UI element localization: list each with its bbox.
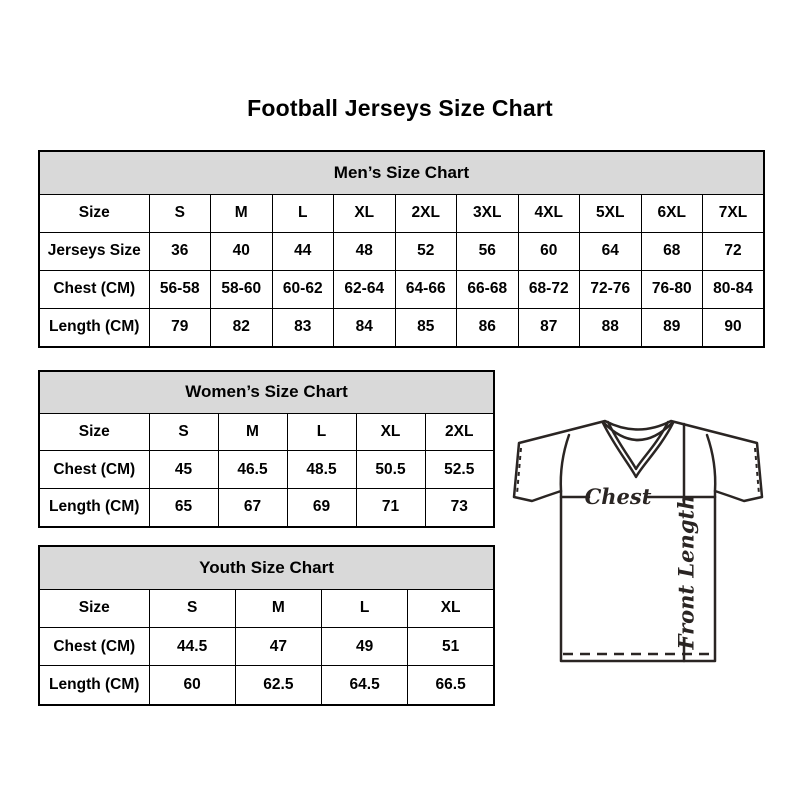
value-cell: 66.5 [408, 666, 494, 705]
value-cell: 36 [149, 232, 211, 270]
value-cell: 51 [408, 628, 494, 666]
size-header-cell: S [149, 413, 218, 451]
size-header-cell: 4XL [518, 194, 580, 232]
size-header-cell: 6XL [641, 194, 703, 232]
value-cell: 64 [580, 232, 642, 270]
size-header-cell: M [218, 413, 287, 451]
mens-size-table [38, 150, 765, 348]
table-row [39, 488, 494, 527]
value-cell: 89 [641, 308, 703, 347]
size-header-cell: L [322, 589, 408, 627]
table-row [39, 308, 764, 347]
youth-size-table-header: Youth Size Chart [39, 546, 494, 589]
value-cell: 72-76 [580, 270, 642, 308]
value-cell: 46.5 [218, 451, 287, 489]
table-row [39, 666, 494, 705]
value-cell: 84 [334, 308, 396, 347]
row-label-cell: Length (CM) [39, 308, 149, 347]
value-cell: 60 [149, 666, 235, 705]
row-label-cell: Size [39, 589, 149, 627]
table-row [39, 628, 494, 666]
right-armhole-seam [707, 435, 715, 491]
size-header-cell: L [287, 413, 356, 451]
value-cell: 85 [395, 308, 457, 347]
value-cell: 48.5 [287, 451, 356, 489]
value-cell: 69 [287, 488, 356, 527]
value-cell: 52.5 [425, 451, 494, 489]
table-row [39, 413, 494, 451]
value-cell: 76-80 [641, 270, 703, 308]
value-cell: 49 [322, 628, 408, 666]
value-cell: 87 [518, 308, 580, 347]
value-cell: 48 [334, 232, 396, 270]
row-label-cell: Length (CM) [39, 488, 149, 527]
value-cell: 83 [272, 308, 334, 347]
row-label-cell: Chest (CM) [39, 270, 149, 308]
value-cell: 73 [425, 488, 494, 527]
value-cell: 56-58 [149, 270, 211, 308]
value-cell: 52 [395, 232, 457, 270]
row-label-cell: Size [39, 194, 149, 232]
value-cell: 67 [218, 488, 287, 527]
size-header-cell: 2XL [395, 194, 457, 232]
value-cell: 80-84 [703, 270, 765, 308]
size-header-cell: L [272, 194, 334, 232]
value-cell: 56 [457, 232, 519, 270]
size-header-cell: S [149, 194, 211, 232]
value-cell: 64.5 [322, 666, 408, 705]
table-row [39, 232, 764, 270]
size-header-cell: 5XL [580, 194, 642, 232]
value-cell: 47 [235, 628, 321, 666]
value-cell: 71 [356, 488, 425, 527]
womens-size-table [38, 370, 495, 528]
chest-label: Chest [584, 484, 652, 509]
table-row [39, 270, 764, 308]
size-header-cell: 2XL [425, 413, 494, 451]
value-cell: 90 [703, 308, 765, 347]
size-header-cell: XL [356, 413, 425, 451]
value-cell: 62.5 [235, 666, 321, 705]
table-row [39, 451, 494, 489]
value-cell: 58-60 [211, 270, 273, 308]
mens-size-table-header: Men’s Size Chart [39, 151, 764, 194]
womens-size-table-header: Women’s Size Chart [39, 371, 494, 413]
size-header-cell: 3XL [457, 194, 519, 232]
value-cell: 88 [580, 308, 642, 347]
size-header-cell: 7XL [703, 194, 765, 232]
table-row [39, 589, 494, 627]
value-cell: 86 [457, 308, 519, 347]
value-cell: 44 [272, 232, 334, 270]
row-label-cell: Chest (CM) [39, 451, 149, 489]
value-cell: 72 [703, 232, 765, 270]
value-cell: 50.5 [356, 451, 425, 489]
value-cell: 62-64 [334, 270, 396, 308]
front-length-label: Front Length [673, 494, 699, 650]
value-cell: 66-68 [457, 270, 519, 308]
row-label-cell: Size [39, 413, 149, 451]
table-row [39, 194, 764, 232]
value-cell: 60-62 [272, 270, 334, 308]
size-header-cell: M [235, 589, 321, 627]
value-cell: 60 [518, 232, 580, 270]
value-cell: 65 [149, 488, 218, 527]
youth-size-table [38, 545, 495, 706]
jersey-measurement-diagram [505, 407, 771, 669]
size-header-cell: XL [334, 194, 396, 232]
value-cell: 82 [211, 308, 273, 347]
left-armhole-seam [561, 435, 569, 491]
size-header-cell: M [211, 194, 273, 232]
value-cell: 79 [149, 308, 211, 347]
size-header-cell: XL [408, 589, 494, 627]
value-cell: 40 [211, 232, 273, 270]
value-cell: 44.5 [149, 628, 235, 666]
jersey-outline-shape [514, 421, 762, 661]
value-cell: 45 [149, 451, 218, 489]
page-title: Football Jerseys Size Chart [247, 95, 553, 121]
row-label-cell: Jerseys Size [39, 232, 149, 270]
value-cell: 64-66 [395, 270, 457, 308]
value-cell: 68-72 [518, 270, 580, 308]
row-label-cell: Chest (CM) [39, 628, 149, 666]
row-label-cell: Length (CM) [39, 666, 149, 705]
value-cell: 68 [641, 232, 703, 270]
size-header-cell: S [149, 589, 235, 627]
